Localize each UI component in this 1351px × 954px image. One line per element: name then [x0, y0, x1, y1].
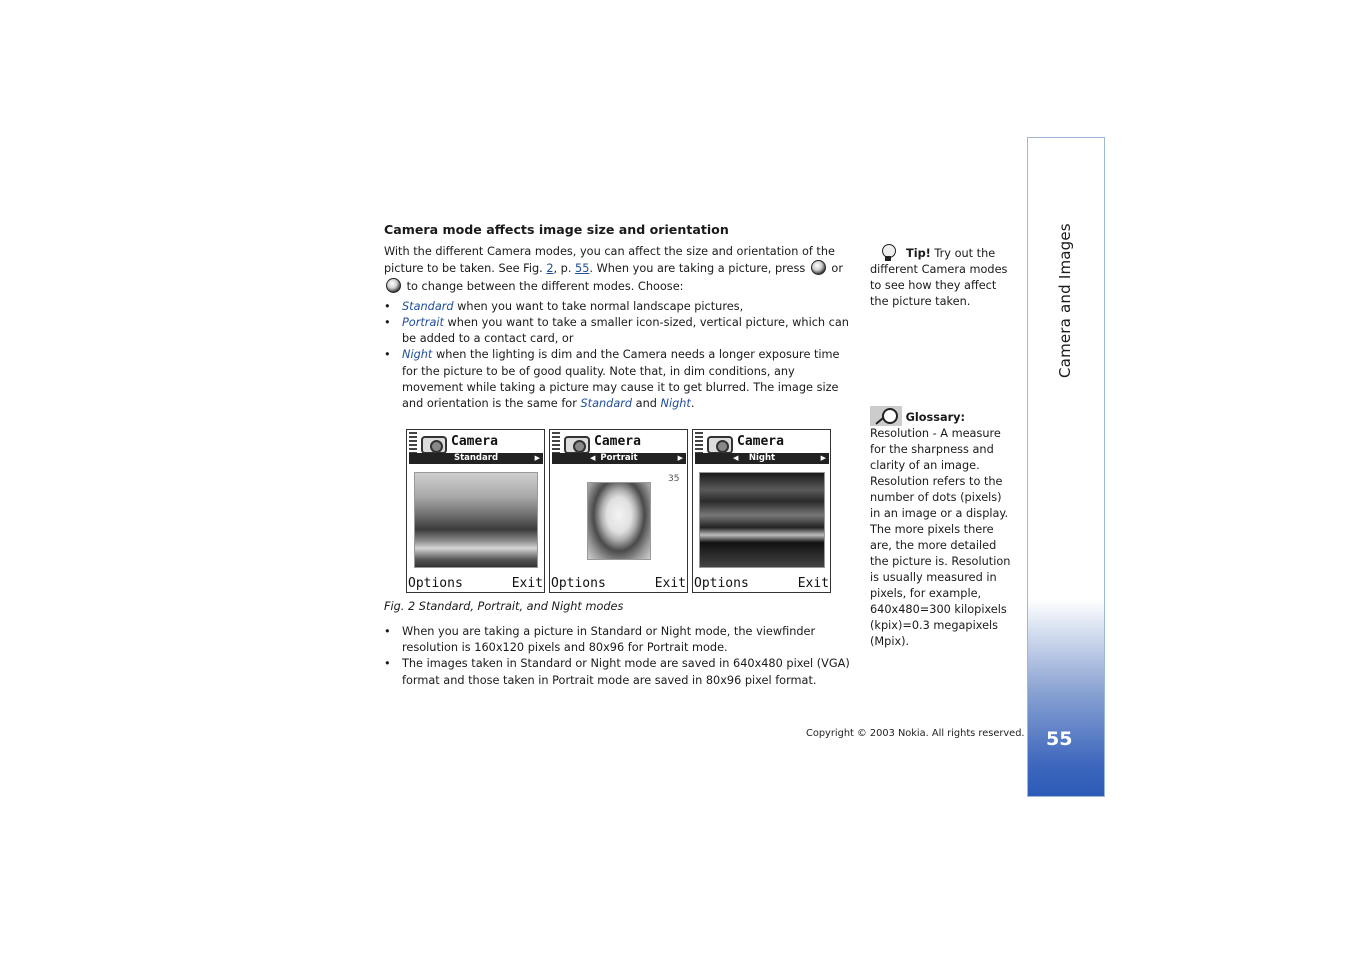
list-item: • The images taken in Standard or Night mode are saved in 640x480 pixel (VGA) format and those taken in Portrait mode are saved in 80x96 pixel format.	[384, 656, 852, 688]
section-heading: Camera mode affects image size and orientation	[384, 222, 729, 237]
arrow-left-icon: ◀	[590, 454, 596, 462]
mode-label: Standard	[453, 453, 499, 463]
photo-counter: 35	[668, 474, 680, 484]
intro-paragraph	[384, 244, 852, 295]
viewfinder-image	[414, 472, 538, 568]
options-softkey[interactable]: Options	[694, 576, 749, 591]
screen-title: Camera	[451, 434, 498, 449]
mode-desc: .	[690, 397, 695, 411]
list-item: • When you are taking a picture in Standard or Night mode, the viewfinder resolution is 160x120 pixels and 80x96 for Portrait mode.	[384, 624, 852, 656]
figure-screens	[406, 429, 831, 593]
chapter-title: Camera and Images	[1056, 223, 1074, 378]
mode-name: Night	[402, 348, 433, 362]
intro-text-2: , p.	[553, 262, 576, 276]
mode-desc: when you want to take a smaller icon-sized, vertical picture, which can be added to a contact card, or	[402, 316, 849, 346]
glossary-label: Glossary:	[905, 411, 966, 424]
mode-bar	[695, 453, 829, 464]
chapter-sidebar	[1027, 137, 1105, 797]
exit-softkey[interactable]: Exit	[511, 576, 543, 591]
list-item	[384, 315, 852, 347]
tip-box	[870, 242, 1012, 310]
arrow-left-icon: ◀	[733, 454, 739, 462]
glossary-text: Resolution - A measure for the sharpness and clarity of an image. Resolution refers to the number of dots (pixels) in an image or a display. The more pixels there are, the more detailed the picture is. Resolution is usually measured in pixels, for example, 640x480=300 kilopixels (kpix)=0.3 megapixels (Mpix).	[870, 427, 1011, 648]
intro-text-4: to change between the different modes. Choose:	[403, 279, 684, 293]
mode-desc: and	[632, 397, 661, 411]
tip-label: Tip!	[906, 247, 931, 260]
options-softkey[interactable]: Options	[551, 576, 606, 591]
figure-caption: Fig. 2 Standard, Portrait, and Night modes	[384, 600, 624, 613]
glossary-box	[870, 406, 1012, 650]
mode-name: Portrait	[402, 316, 444, 330]
exit-softkey[interactable]: Exit	[797, 576, 829, 591]
mode-name: Standard	[402, 299, 454, 313]
figure-link[interactable]: 2	[546, 262, 554, 276]
arrow-right-icon: ▶	[677, 454, 683, 462]
camera-icon	[421, 436, 447, 454]
phone-screen-night	[692, 429, 831, 593]
viewfinder-image	[699, 472, 825, 568]
notes-list	[384, 624, 852, 689]
mode-desc: when you want to take normal landscape pictures,	[453, 299, 744, 313]
page-link[interactable]: 55	[575, 262, 590, 276]
arrow-right-icon: ▶	[820, 454, 826, 462]
copyright-notice: Copyright © 2003 Nokia. All rights reserved.	[806, 728, 1025, 739]
magnifier-icon	[870, 406, 902, 426]
lightbulb-icon	[870, 242, 906, 262]
phone-screen-standard	[406, 429, 545, 593]
options-softkey[interactable]: Options	[408, 576, 463, 591]
exit-softkey[interactable]: Exit	[654, 576, 686, 591]
mode-name: Standard	[580, 397, 633, 411]
intro-or: or	[827, 262, 843, 276]
mode-label: Night	[748, 453, 776, 463]
phone-screen-portrait	[549, 429, 688, 593]
tip-text: Try out the different Camera modes to see how they affect the picture taken.	[870, 247, 1008, 308]
list-item	[384, 299, 852, 315]
mode-desc: when the lighting is dim and the Camera needs a longer exposure time for the picture to be of good quality. Note that, in dim conditions, any movement while taking a picture may cause it to get blurred. The image size and orientation is the same for	[402, 348, 840, 411]
page-number: 55	[1046, 728, 1073, 750]
mode-name: Night	[660, 397, 691, 411]
viewfinder-image	[587, 482, 651, 560]
screen-title: Camera	[594, 434, 641, 449]
list-item	[384, 347, 852, 412]
intro-text-1: With the different Camera modes, you can affect the size and orientation of the picture to be taken. See Fig.	[384, 245, 835, 276]
intro-text-3: . When you are taking a picture, press	[589, 262, 809, 276]
scroll-left-key-icon	[811, 260, 826, 275]
mode-bar	[552, 453, 686, 464]
mode-label: Portrait	[600, 453, 638, 463]
camera-icon	[564, 436, 590, 454]
main-column	[384, 222, 852, 412]
mode-list	[384, 299, 852, 412]
camera-icon	[707, 436, 733, 454]
scroll-right-key-icon	[386, 278, 401, 293]
mode-bar	[409, 453, 543, 464]
arrow-right-icon: ▶	[534, 454, 540, 462]
screen-title: Camera	[737, 434, 784, 449]
